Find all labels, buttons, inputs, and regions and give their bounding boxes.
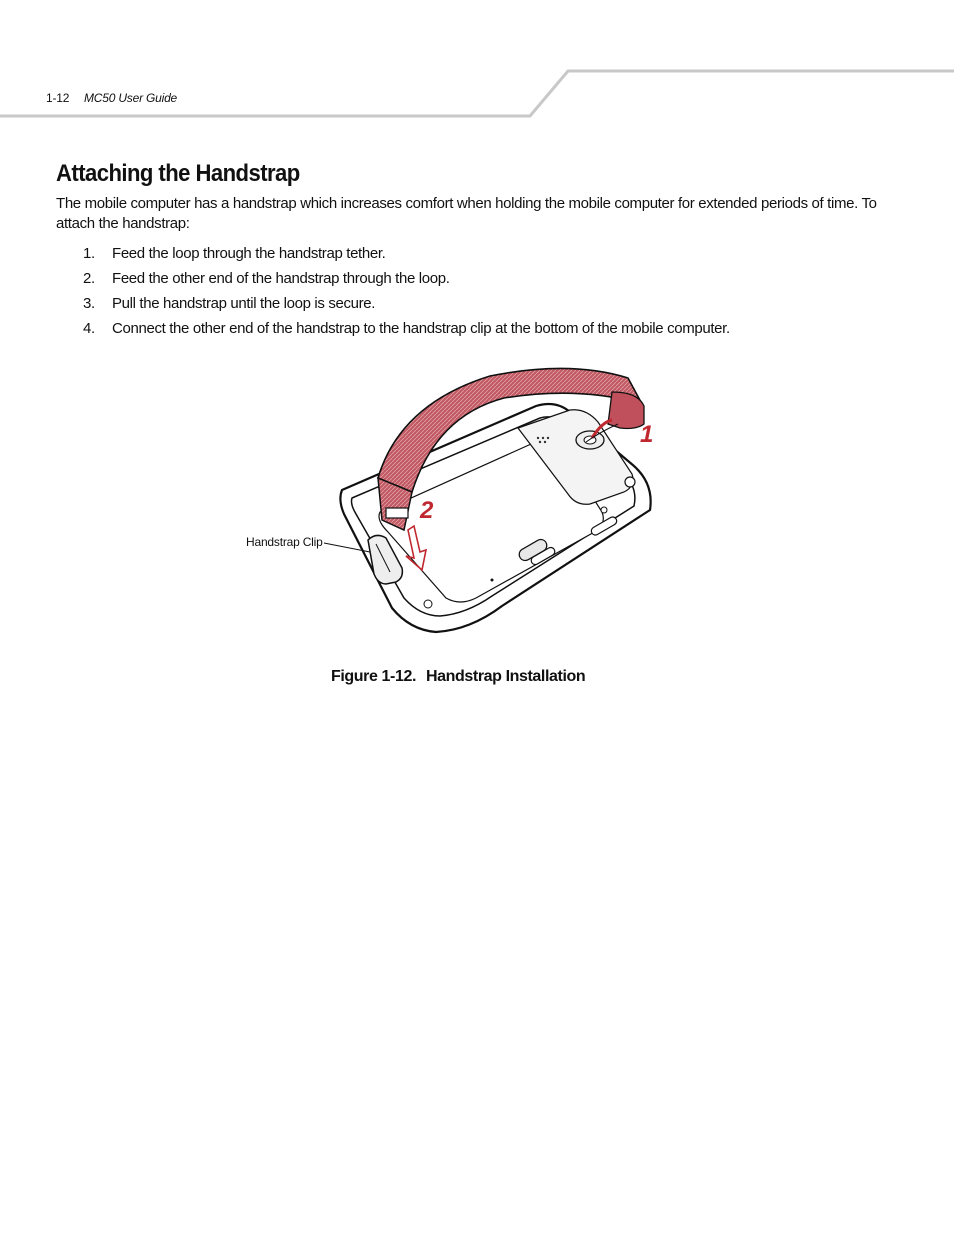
list-item bbox=[83, 244, 730, 269]
handstrap-clip-label: Handstrap Clip bbox=[246, 535, 323, 549]
step-text: Pull the handstrap until the loop is secure. bbox=[112, 295, 376, 312]
step-marker-2: 2 bbox=[420, 497, 434, 524]
list-item bbox=[83, 319, 730, 344]
intro-paragraph: The mobile computer has a handstrap which increases comfort when holding the mobile computer for extended periods of time. To attach the handstrap: bbox=[56, 195, 877, 232]
step-number: 4. bbox=[83, 320, 95, 337]
figure-caption bbox=[331, 668, 585, 686]
step-text: Feed the loop through the handstrap tether. bbox=[112, 245, 386, 262]
running-title: MC50 User Guide bbox=[84, 91, 178, 105]
header-rule bbox=[0, 0, 954, 130]
step-marker-1: 1 bbox=[640, 421, 654, 448]
handstrap-illustration bbox=[240, 362, 680, 642]
list-item bbox=[83, 269, 730, 294]
step-text: Feed the other end of the handstrap through the loop. bbox=[112, 270, 450, 287]
steps-list bbox=[83, 244, 730, 344]
section-title: Attaching the Handstrap bbox=[56, 160, 300, 187]
step-text: Connect the other end of the handstrap to the handstrap clip at the bottom of the mobile computer. bbox=[112, 320, 730, 337]
page-number: 1-12 bbox=[46, 91, 70, 105]
step-number: 2. bbox=[83, 270, 95, 287]
caption-title: Handstrap Installation bbox=[426, 668, 586, 685]
step-number: 3. bbox=[83, 295, 95, 312]
list-item bbox=[83, 294, 730, 319]
caption-number: Figure 1-12. bbox=[331, 668, 417, 685]
step-number: 1. bbox=[83, 245, 95, 262]
